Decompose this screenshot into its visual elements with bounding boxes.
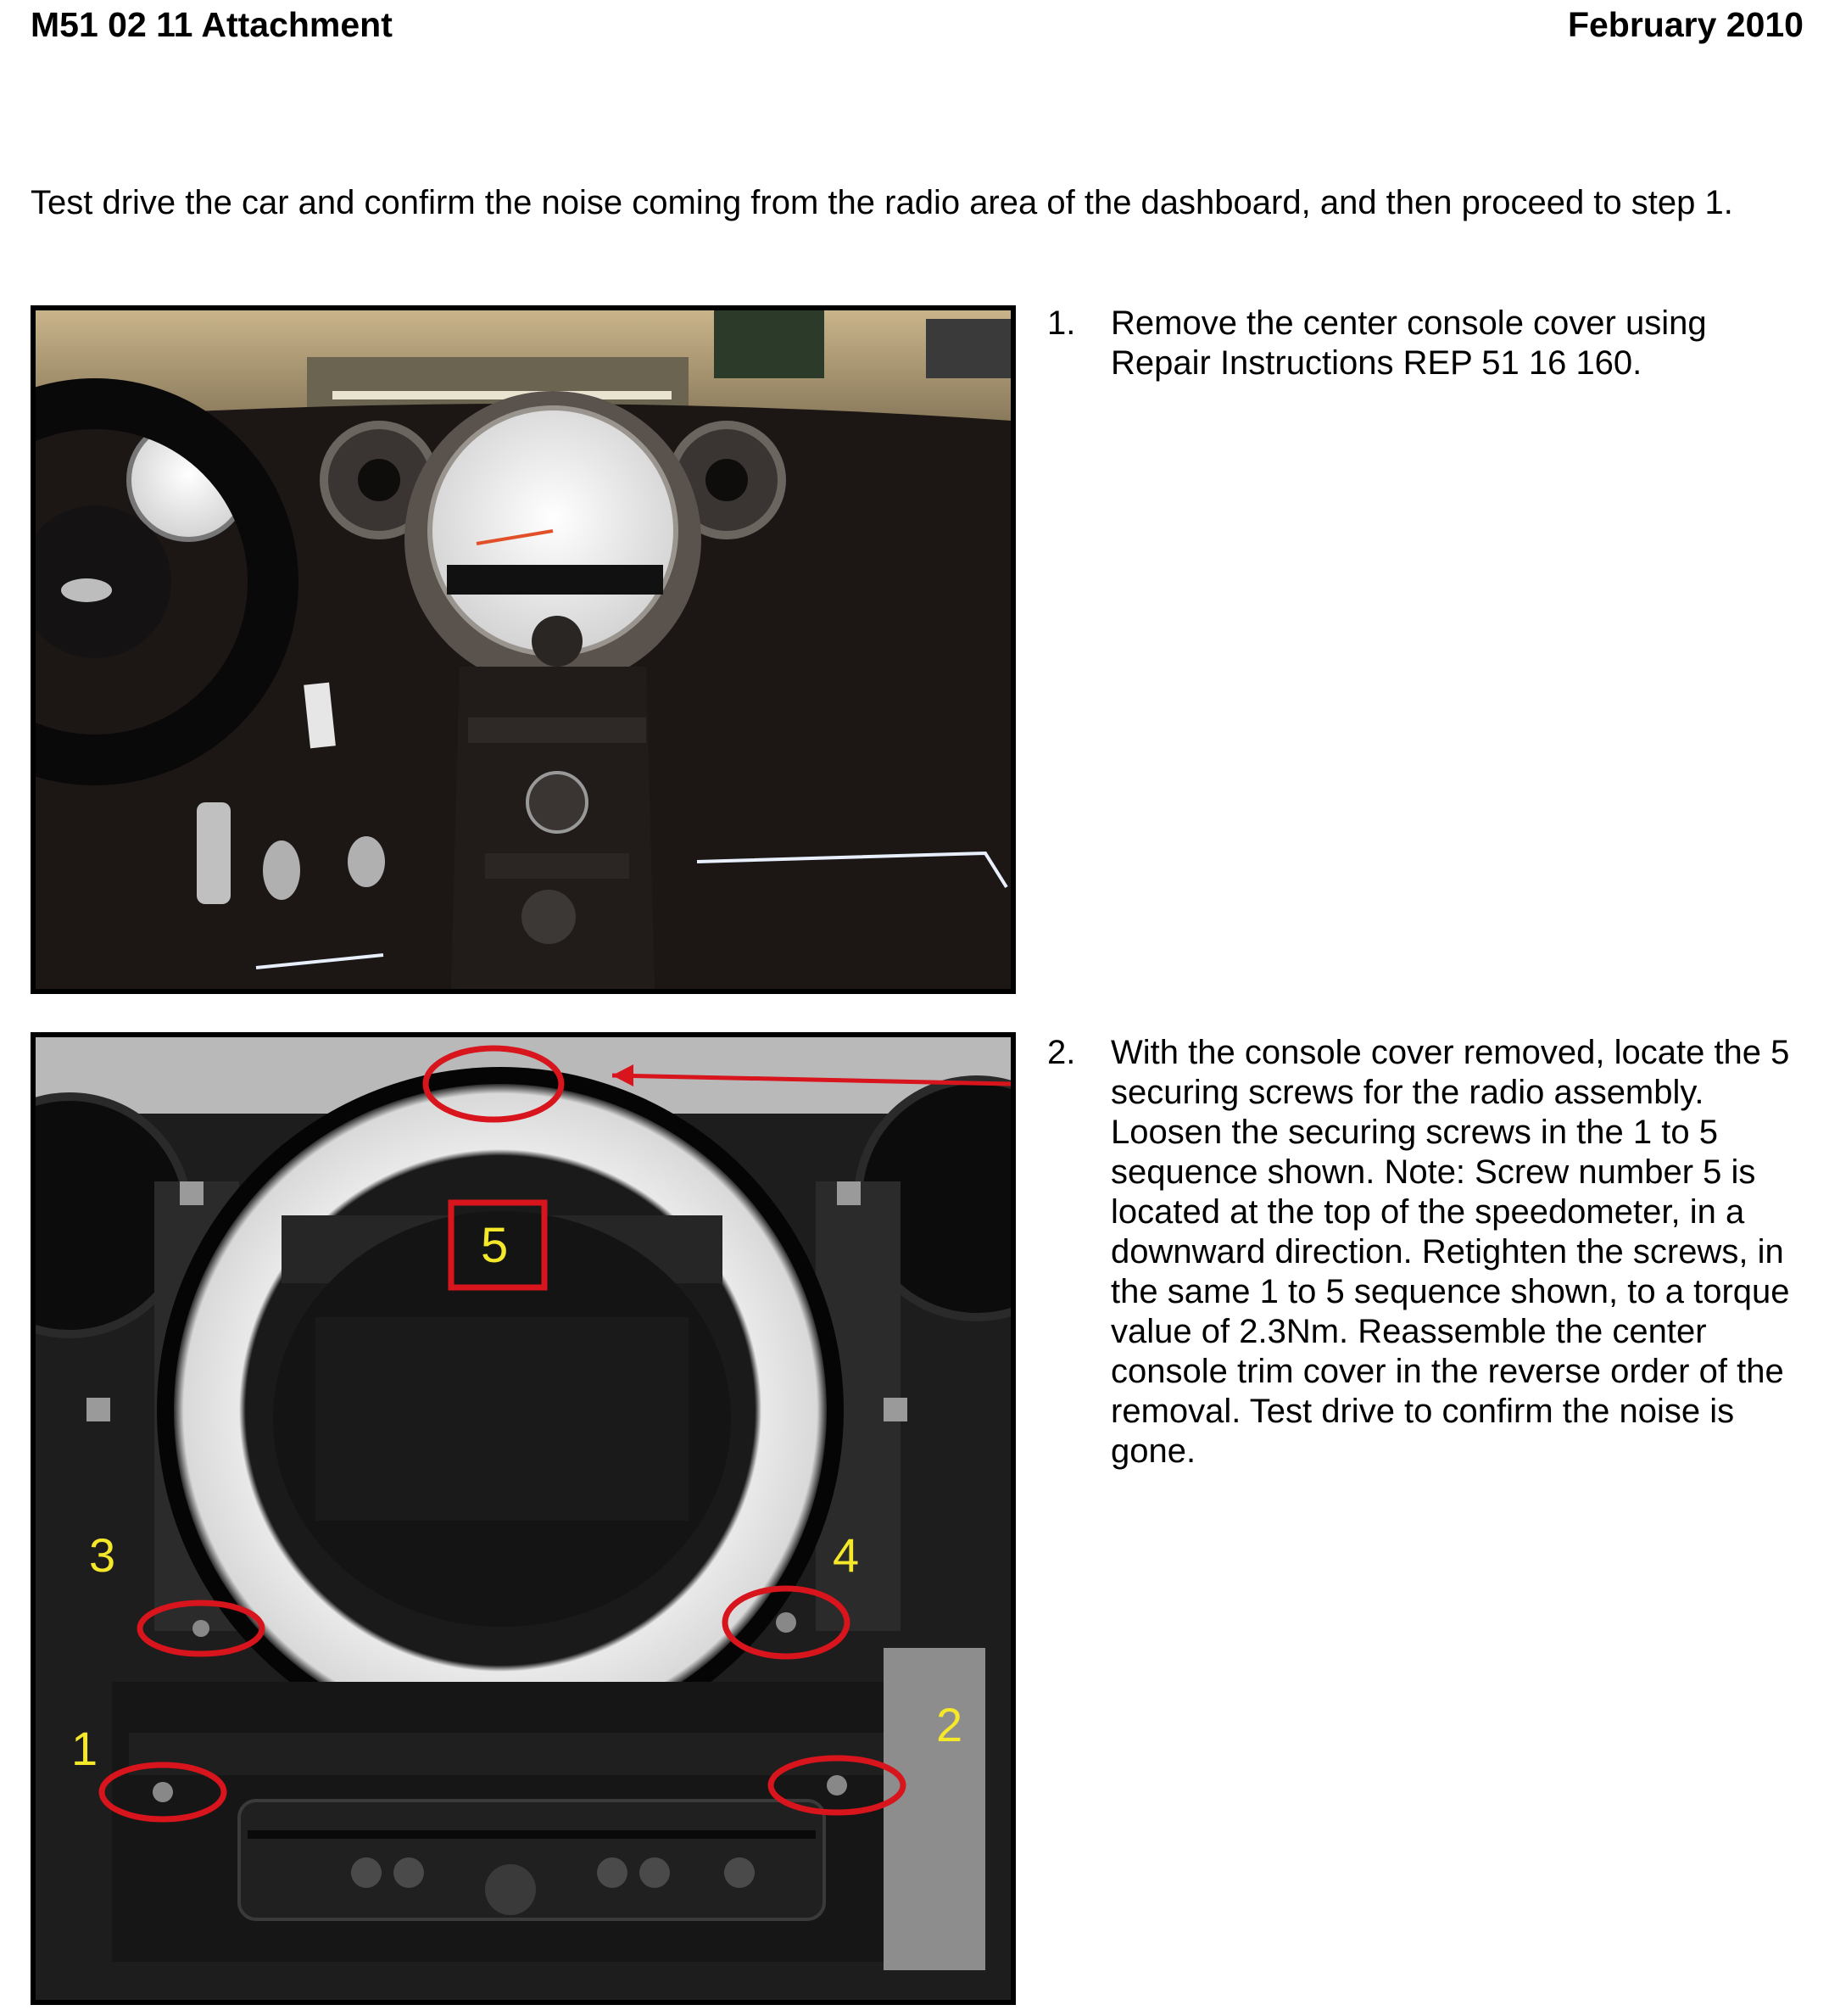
screw-label-3: 3	[89, 1528, 116, 1582]
radio-assembly-photo	[31, 1032, 1016, 2005]
intro-paragraph: Test drive the car and confirm the noise coming from the radio area of the dashboard, and then proceed to step 1.	[31, 184, 1733, 221]
step-1-number: 1.	[1047, 304, 1076, 342]
step-2-text: With the console cover removed, locate the 5 securing screws for the radio assembly. Loosen the securing screws in the 1 to 5 sequence shown. Note: Screw number 5 is located at the top of the speedometer, in a downward direction. Retighten the screws, in the same 1 to 5 sequence shown, to a torque value of 2.3Nm. Reassemble the center console trim cover in the reverse order of the removal. Test drive to confirm the noise is gone.	[1111, 1034, 1790, 1470]
step-1-text: Remove the center console cover using Repair Instructions REP 51 16 160.	[1111, 304, 1707, 382]
step-2-number: 2.	[1047, 1034, 1076, 1071]
screw-label-2: 2	[936, 1698, 963, 1751]
dashboard-illustration	[36, 310, 1011, 989]
radio-assembly-illustration	[36, 1037, 1011, 2000]
document-id: M51 02 11 Attachment	[31, 5, 393, 44]
screw-label-4: 4	[833, 1528, 860, 1582]
dashboard-photo	[31, 305, 1016, 994]
document-date: February 2010	[1567, 5, 1804, 44]
step-1	[1047, 304, 1793, 383]
screw-label-1: 1	[71, 1722, 98, 1775]
step-2	[1047, 1033, 1793, 1472]
screw-label-5: 5	[481, 1218, 509, 1273]
